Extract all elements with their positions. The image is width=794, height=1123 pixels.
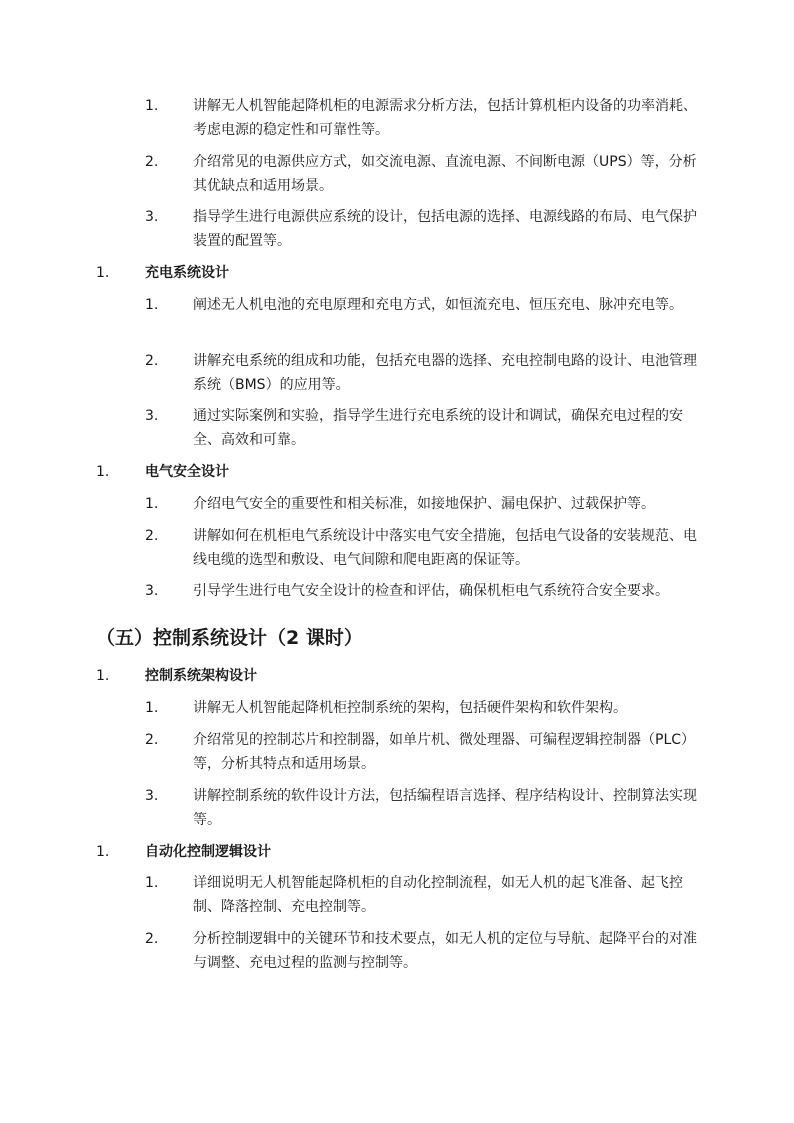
section-heading: （五）控制系统设计（2 课时） [96, 627, 363, 649]
heading-number: 1. [96, 464, 110, 480]
item-text: 引导学生进行电气安全设计的检查和评估，确保机柜电气系统符合安全要求。 [193, 583, 669, 599]
heading-number: 1. [96, 265, 110, 281]
subsection-heading-automation-logic [96, 840, 696, 864]
item-number: 2. [145, 732, 159, 748]
item-number: 1. [145, 98, 159, 114]
list-item [145, 784, 705, 832]
list-item [145, 404, 705, 452]
list-item [145, 293, 705, 317]
item-number: 3. [145, 408, 159, 424]
list-item [145, 579, 705, 603]
list-item [145, 524, 705, 572]
list-item [145, 150, 705, 198]
item-text: 介绍电气安全的重要性和相关标准，如接地保护、漏电保护、过载保护等。 [193, 496, 655, 512]
subsection-heading-charging [96, 261, 696, 285]
heading-title: 控制系统架构设计 [145, 668, 257, 684]
subsection-heading-electrical-safety [96, 460, 696, 484]
item-text: 讲解无人机智能起降机柜控制系统的架构，包括硬件架构和软件架构。 [193, 700, 627, 716]
item-text: 分析控制逻辑中的关键环节和技术要点，如无人机的定位与导航、起降平台的对准与调整、充电过程的监测与控制等。 [193, 931, 697, 971]
list-item [145, 728, 705, 776]
list-item [145, 94, 705, 142]
item-number: 1. [145, 875, 159, 891]
item-text: 通过实际案例和实验，指导学生进行充电系统的设计和调试，确保充电过程的安全、高效和可靠。 [193, 408, 683, 448]
item-number: 1. [145, 297, 159, 313]
list-item [145, 927, 705, 975]
item-text: 阐述无人机电池的充电原理和充电方式，如恒流充电、恒压充电、脉冲充电等。 [193, 297, 683, 313]
list-item [145, 205, 705, 253]
subsection-heading-control-architecture [96, 664, 696, 688]
item-number: 3. [145, 788, 159, 804]
item-text: 介绍常见的控制芯片和控制器，如单片机、微处理器、可编程逻辑控制器（PLC）等，分析其特点和适用场景。 [193, 732, 696, 772]
heading-number: 1. [96, 668, 110, 684]
item-text: 指导学生进行电源供应系统的设计，包括电源的选择、电源线路的布局、电气保护装置的配置等。 [193, 209, 697, 249]
item-text: 详细说明无人机智能起降机柜的自动化控制流程，如无人机的起飞准备、起飞控制、降落控制、充电控制等。 [193, 875, 683, 915]
item-number: 2. [145, 931, 159, 947]
heading-number: 1. [96, 844, 110, 860]
heading-title: 自动化控制逻辑设计 [145, 844, 271, 860]
list-item [145, 871, 705, 919]
heading-title: 充电系统设计 [145, 265, 229, 281]
item-text: 讲解控制系统的软件设计方法，包括编程语言选择、程序结构设计、控制算法实现等。 [193, 788, 697, 828]
item-number: 2. [145, 528, 159, 544]
item-text: 讲解无人机智能起降机柜的电源需求分析方法，包括计算机柜内设备的功率消耗、考虑电源的稳定性和可靠性等。 [193, 98, 697, 138]
item-text: 讲解充电系统的组成和功能，包括充电器的选择、充电控制电路的设计、电池管理系统（BMS）的应用等。 [193, 353, 697, 393]
item-text: 介绍常见的电源供应方式，如交流电源、直流电源、不间断电源（UPS）等，分析其优缺点和适用场景。 [193, 154, 697, 194]
item-number: 3. [145, 583, 159, 599]
item-number: 2. [145, 353, 159, 369]
list-item [145, 349, 705, 397]
item-number: 3. [145, 209, 159, 225]
heading-title: 电气安全设计 [145, 464, 229, 480]
item-text: 讲解如何在机柜电气系统设计中落实电气安全措施，包括电气设备的安装规范、电线电缆的选型和敷设、电气间隙和爬电距离的保证等。 [193, 528, 697, 568]
list-item [145, 492, 705, 516]
list-item [145, 696, 705, 720]
item-number: 1. [145, 700, 159, 716]
item-number: 1. [145, 496, 159, 512]
item-number: 2. [145, 154, 159, 170]
